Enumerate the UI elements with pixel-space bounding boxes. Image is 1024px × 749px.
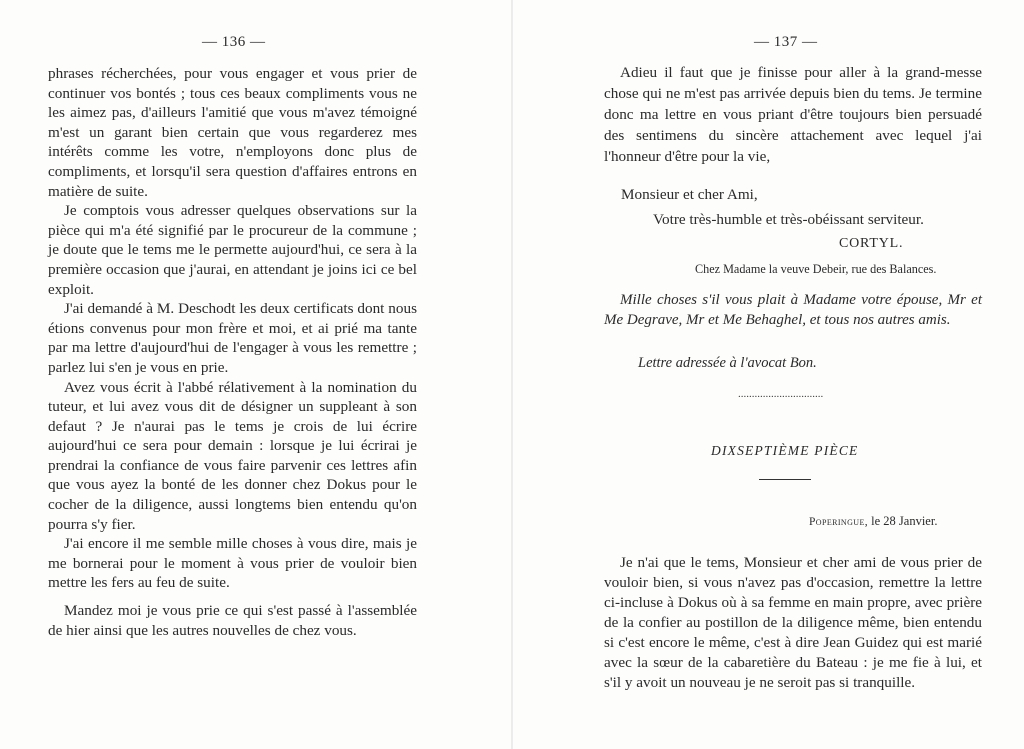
paragraph: Avez vous écrit à l'abbé rélativement à la nomination du tuteur, et lui avez vous dit de désigner un suppleant à son defaut ? Je n'aurai pas le tems je crois de lui écrire aujourd'hui ce sera pour demain : lorsque je lui écrirai je prendrai la confiance de vous faire parvenir ces lettres afin que vous ayez la bonté de les donner chez Dokus pour le cocher de la diligence, aussi longtems bien entendu qu'on pourra s'y fier. [48, 378, 417, 533]
paragraph: J'ai demandé à M. Deschodt les deux certificats dont nous étions convenus pour mon frère et moi, et ai prié ma tante par ma lettre d'aujourd'hui de l'engager à vous les remettre ; parlez lui s'en je vous en prie. [48, 300, 417, 376]
paragraph: phrases récherchées, pour vous engager et vous prier de continuer vos bontés ; tous ces beaux compliments vous ne les aimez pas, d'ailleurs l'amitié que vous m'avez témoigné m'est un garant bien certain que vous regarderez mes intérêts comme les votre, n'employons donc plus de compliments, et lorsqu'il sera question d'affaires entrons en matière de suite. [48, 65, 417, 200]
signature: CORTYL. [839, 236, 904, 251]
page-number: — 137 — [754, 34, 818, 50]
closing-formula: Votre très-humble et très-obéissant serviteur. [653, 211, 924, 228]
salutation: Monsieur et cher Ami, [621, 186, 758, 203]
paragraph: Je comptois vous adresser quelques observations sur la pièce qui m'a été signifié par le procureur de la commune ; je doute que le tems me le permette aujourd'hui, ce sera à la première occasion que j'aurai, en attendant je joins ici ce bel exploit. [48, 202, 417, 298]
section-rule [759, 479, 811, 480]
letter-intro: Adieu il faut que je finisse pour aller à la grand-messe chose qui ne m'est pas arrivée depuis bien du tems. Je termine donc ma lettre en vous priant d'être toujours bien persuadé des sentimens du sincère attachement avec lequel j'ai l'honneur d'être pour la vie, [604, 64, 982, 165]
paragraph: Mandez moi je vous prie ce qui s'est passé à l'assemblée de hier ainsi que les autres nouvelles de chez vous. [48, 602, 417, 639]
paragraph: J'ai encore il me semble mille choses à vous dire, mais je me bornerai pour le moment à vous prier de vouloir bien mettre les fers au feu de suite. [48, 535, 417, 592]
date-text: le 28 Janvier. [871, 514, 938, 528]
letter-body: Je n'ai que le tems, Monsieur et cher ami de vous prier de vouloir bien, si vous n'avez pas d'occasion, remettre la lettre ci-incluse à Dokus où à sa femme en main propre, avec prière de la confier au postillon de la diligence même, bien entendu si c'est encore le même, c'est à dire Jean Guidez qui est marié avec la sœur de la cabaretière du Bateau : je me fie à lui, et s'il y avoit un nouveau je ne seroit pas si tranquille. [604, 554, 982, 691]
address-line: Chez Madame la veuve Debeir, rue des Balances. [695, 262, 937, 276]
postscript: Mille choses s'il vous plait à Madame votre épouse, Mr et Me Degrave, Mr et Me Behaghel, et tous nos autres amis. [604, 292, 982, 328]
page-number: — 136 — [202, 34, 266, 50]
left-text-block [48, 64, 417, 640]
dotted-separator: ............................... [738, 388, 824, 400]
section-title: DIXSEPTIÈME PIÈCE [711, 443, 859, 458]
letter-note: Lettre adressée à l'avocat Bon. [638, 355, 817, 371]
place-date [809, 514, 937, 529]
right-page [512, 0, 1024, 749]
place-name: Poperingue, [809, 516, 869, 528]
